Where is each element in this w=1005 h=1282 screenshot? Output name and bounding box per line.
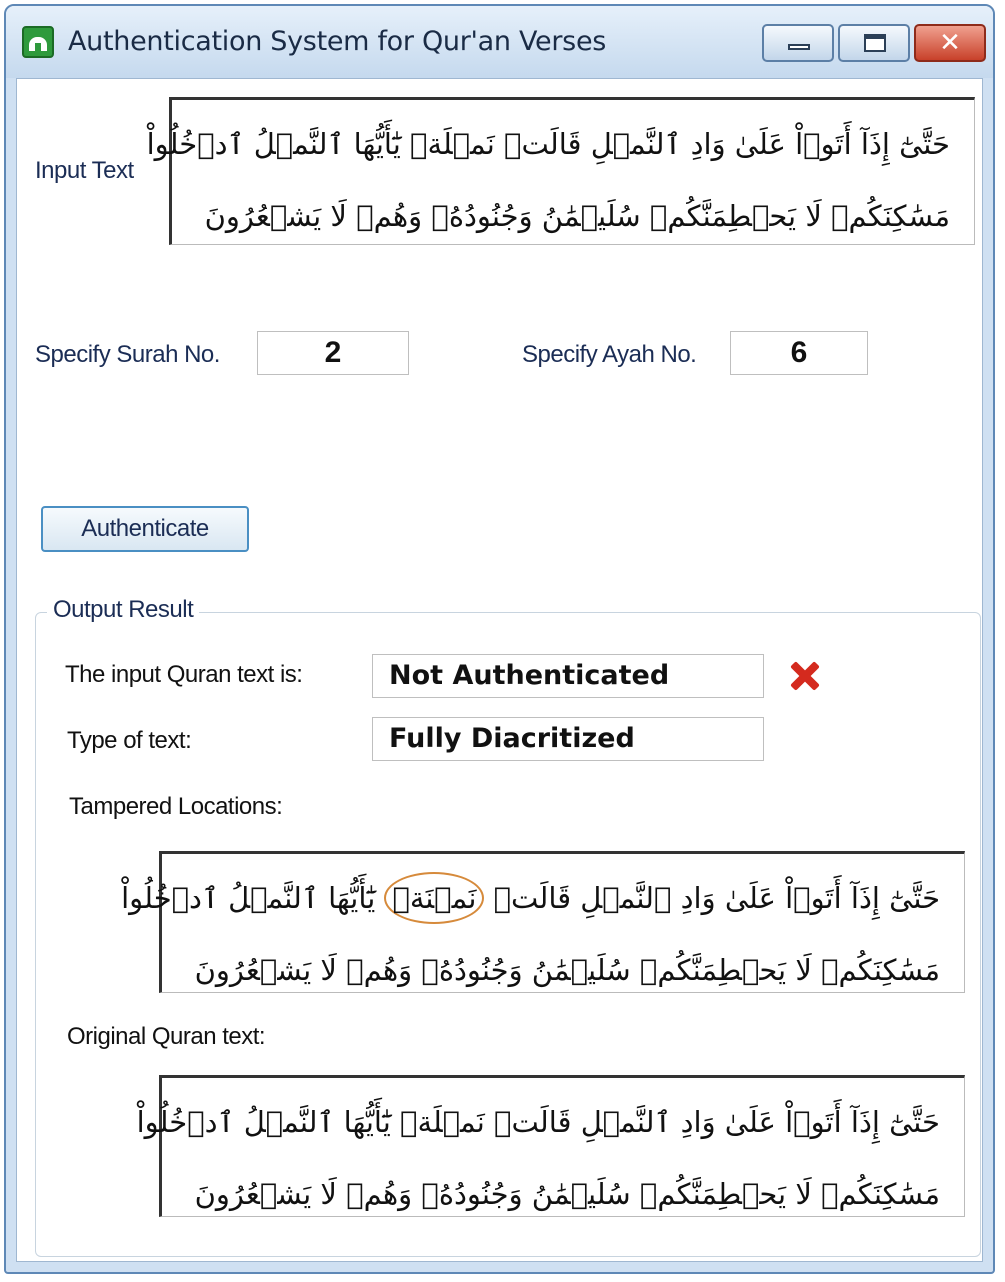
- not-authenticated-cross-icon: [787, 659, 821, 693]
- output-result-title: Output Result: [47, 596, 199, 624]
- maximize-icon: [864, 34, 886, 52]
- type-value-field: Fully Diacritized: [372, 717, 764, 761]
- maximize-button[interactable]: [838, 24, 910, 62]
- original-text-label: Original Quran text:: [67, 1023, 266, 1050]
- tampered-line-1-before: حَتَّىٰٓ إِذَآ أَتَوۡاْ عَلَىٰ وَادِ ٱلنَّمۡلِ قَالَتۡ: [493, 881, 940, 915]
- surah-number-field[interactable]: 2: [257, 331, 409, 375]
- tampered-line-1-after: يَٰٓأَيُّهَا ٱلنَّمۡلُ ٱدۡخُلُواْ: [121, 881, 376, 915]
- close-button[interactable]: [914, 24, 986, 62]
- mosque-app-icon: [22, 26, 54, 58]
- close-icon: ✕: [939, 28, 961, 58]
- original-line-2: مَسَٰكِنَكُمۡ لَا يَحۡطِمَنَّكُمۡ سُلَيۡمَٰنُ وَجُنُودُهُۥ وَهُمۡ لَا يَشۡعُرُونَ: [194, 1177, 940, 1211]
- tampered-locations-area[interactable]: [121, 851, 965, 993]
- app-window: [4, 4, 995, 1274]
- surah-label: Specify Surah No.: [35, 341, 220, 368]
- status-value-field: Not Authenticated: [372, 654, 764, 698]
- tampered-locations-label: Tampered Locations:: [69, 793, 283, 820]
- status-label: The input Quran text is:: [65, 661, 303, 688]
- client-area: [16, 78, 983, 1262]
- ayah-label: Specify Ayah No.: [522, 341, 697, 368]
- title-bar[interactable]: [6, 6, 993, 78]
- window-title: Authentication System for Qur'an Verses: [68, 26, 607, 57]
- minimize-button[interactable]: [762, 24, 834, 62]
- input-line-1: حَتَّىٰٓ إِذَآ أَتَوۡاْ عَلَىٰ وَادِ ٱلنَّمۡلِ قَالَتۡ نَمۡلَةٞ يَٰٓأَيُّهَا ٱلنَّمۡلُ ٱدۡخُلُواْ: [146, 127, 950, 161]
- minimize-icon: [788, 44, 810, 50]
- original-line-1: حَتَّىٰٓ إِذَآ أَتَوۡاْ عَلَىٰ وَادِ ٱلنَّمۡلِ قَالَتۡ نَمۡلَةٞ يَٰٓأَيُّهَا ٱلنَّمۡلُ ٱدۡخُلُواْ: [136, 1105, 940, 1139]
- ayah-number-field[interactable]: 6: [730, 331, 868, 375]
- tampered-line-1: [121, 862, 940, 934]
- authenticate-button[interactable]: Authenticate: [41, 506, 249, 552]
- type-label: Type of text:: [67, 727, 192, 754]
- input-text-area[interactable]: [146, 97, 975, 245]
- tampered-word-highlight: نَمۡنَةٞ: [384, 872, 484, 924]
- tampered-line-2: مَسَٰكِنَكُمۡ لَا يَحۡطِمَنَّكُمۡ سُلَيۡمَٰنُ وَجُنُودُهُۥ وَهُمۡ لَا يَشۡعُرُونَ: [194, 953, 940, 987]
- input-line-2: مَسَٰكِنَكُمۡ لَا يَحۡطِمَنَّكُمۡ سُلَيۡمَٰنُ وَجُنُودُهُۥ وَهُمۡ لَا يَشۡعُرُونَ: [204, 199, 950, 233]
- original-text-area[interactable]: [136, 1075, 965, 1217]
- input-text-label: Input Text: [35, 157, 134, 184]
